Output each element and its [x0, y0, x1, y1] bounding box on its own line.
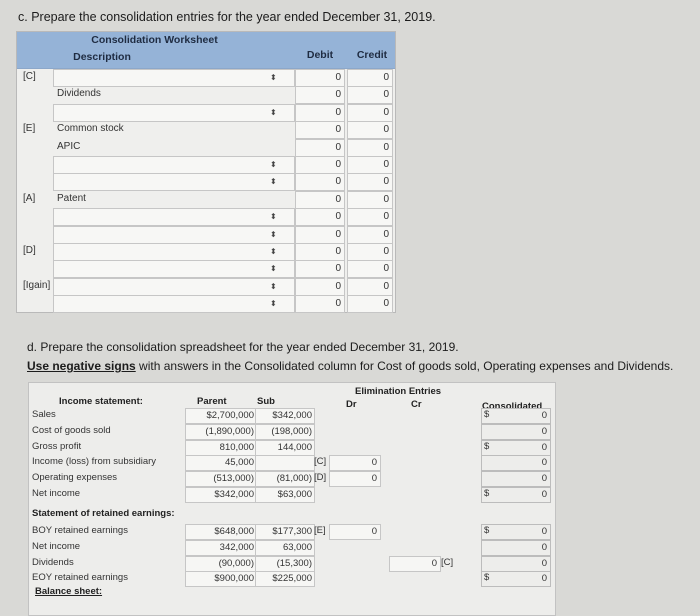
- dr-input[interactable]: [329, 455, 381, 471]
- consolidated-value: 0: [541, 573, 547, 585]
- worksheet-row: [17, 104, 395, 121]
- account-description: Common stock: [57, 123, 124, 135]
- credit-header: Credit: [356, 49, 388, 61]
- worksheet-header: [17, 32, 395, 69]
- credit-value: 0: [383, 159, 389, 170]
- account-select[interactable]: [53, 243, 295, 261]
- elimination-entries-header: Elimination Entries: [355, 386, 442, 397]
- consolidation-worksheet: [16, 31, 396, 313]
- dr-value: 0: [371, 526, 377, 537]
- part-d-instruction: [27, 359, 673, 373]
- dr-input[interactable]: [329, 471, 381, 487]
- dr-entry-tag: [C]: [314, 456, 327, 468]
- parent-value: (1,890,000): [205, 425, 254, 437]
- retained-earnings-header: Statement of retained earnings:: [32, 508, 175, 519]
- consolidated-value: 0: [541, 541, 547, 553]
- debit-input[interactable]: [295, 243, 345, 261]
- part-c-question: c. Prepare the consolidation entries for the year ended December 31, 2019.: [18, 10, 436, 24]
- credit-input[interactable]: [347, 121, 393, 139]
- debit-value: 0: [335, 176, 341, 188]
- worksheet-row: [17, 260, 395, 277]
- worksheet-row: [17, 139, 395, 156]
- sub-value-cell: [255, 440, 315, 456]
- debit-value: 0: [335, 280, 341, 292]
- worksheet-row: [17, 86, 395, 103]
- debit-input[interactable]: [295, 208, 345, 226]
- parent-value: 810,000: [219, 441, 254, 453]
- sub-value: $177,300: [272, 526, 312, 537]
- parent-value-cell: [185, 487, 257, 503]
- debit-input[interactable]: [295, 295, 345, 313]
- account-description: Dividends: [57, 88, 101, 100]
- consolidated-input[interactable]: [481, 524, 551, 540]
- credit-value: 0: [383, 246, 389, 257]
- credit-input[interactable]: [347, 226, 393, 244]
- debit-value: 0: [335, 124, 341, 136]
- income-row-label: Sales: [32, 409, 56, 420]
- consolidated-input[interactable]: [481, 455, 551, 471]
- debit-input[interactable]: [295, 139, 345, 157]
- select-arrow-icon: ⬍: [270, 73, 277, 82]
- consolidated-value: 0: [541, 557, 547, 569]
- account-select[interactable]: [53, 278, 295, 296]
- debit-value: 0: [335, 263, 341, 275]
- sub-value-cell: [255, 524, 315, 540]
- worksheet-row: [17, 278, 395, 295]
- consolidated-input[interactable]: [481, 487, 551, 503]
- instruction-text: with answers in the Consolidated column for Cost of goods sold, Operating expenses and Dividends.: [135, 359, 674, 373]
- entry-tag: [E]: [23, 123, 36, 135]
- entry-tag: [D]: [23, 245, 36, 256]
- sub-value: 63,000: [282, 541, 312, 553]
- parent-value-cell: [185, 455, 257, 471]
- account-select[interactable]: [53, 173, 295, 191]
- parent-value: 342,000: [219, 541, 254, 553]
- credit-value: 0: [383, 280, 389, 292]
- credit-input[interactable]: [347, 295, 393, 313]
- consolidated-value: 0: [541, 473, 547, 485]
- account-select[interactable]: [53, 208, 295, 226]
- parent-value-cell: [185, 424, 257, 440]
- debit-input[interactable]: [295, 104, 345, 122]
- dollar-sign: $: [484, 572, 490, 584]
- sub-value-cell: [255, 571, 315, 587]
- account-select[interactable]: [53, 226, 295, 244]
- worksheet-row: [17, 226, 395, 243]
- income-row-label: Income (loss) from subsidiary: [32, 456, 157, 468]
- credit-input[interactable]: [347, 243, 393, 261]
- debit-input[interactable]: [295, 69, 345, 87]
- parent-value: $342,000: [214, 489, 254, 500]
- credit-value: 0: [383, 72, 389, 83]
- dr-entry-tag: [E]: [314, 525, 326, 536]
- debit-header: Debit: [306, 49, 334, 61]
- instruction-emphasis: Use negative signs: [27, 359, 136, 373]
- consolidated-value: 0: [541, 457, 547, 469]
- consolidated-input[interactable]: [481, 424, 551, 440]
- select-arrow-icon: ⬍: [270, 177, 277, 187]
- sub-value: $342,000: [272, 410, 312, 421]
- retained-row-label: EOY retained earnings: [32, 572, 128, 584]
- cr-input[interactable]: [389, 556, 441, 572]
- account-select[interactable]: [53, 260, 295, 278]
- debit-input[interactable]: [295, 156, 345, 174]
- income-statement-header: Income statement:: [59, 396, 143, 407]
- select-arrow-icon: ⬍: [270, 212, 277, 222]
- consolidated-header: Consolidated: [482, 401, 543, 412]
- retained-row-label: BOY retained earnings: [32, 525, 128, 536]
- debit-input[interactable]: [295, 121, 345, 139]
- debit-input[interactable]: [295, 226, 345, 244]
- consolidated-value: 0: [541, 410, 547, 421]
- debit-value: 0: [335, 193, 341, 205]
- sub-value: 144,000: [277, 441, 312, 453]
- debit-value: 0: [335, 211, 341, 223]
- credit-input[interactable]: [347, 104, 393, 122]
- parent-value: (90,000): [218, 557, 254, 569]
- sub-value-cell: [255, 540, 315, 556]
- entry-tag: [A]: [23, 192, 36, 204]
- credit-input[interactable]: [347, 191, 393, 209]
- parent-header: Parent: [197, 396, 227, 407]
- consolidated-input[interactable]: [481, 571, 551, 587]
- sub-value-cell: [255, 424, 315, 440]
- worksheet-row: [17, 173, 395, 190]
- parent-value: 45,000: [224, 457, 254, 469]
- worksheet-row: [17, 243, 395, 260]
- credit-value: 0: [383, 228, 389, 240]
- credit-value: 0: [383, 193, 389, 205]
- debit-value: 0: [335, 89, 341, 101]
- parent-value-cell: [185, 408, 257, 424]
- parent-value-cell: [185, 524, 257, 540]
- sub-value: (198,000): [271, 425, 312, 437]
- worksheet-title: Consolidation Worksheet: [91, 34, 218, 46]
- worksheet-row: [17, 208, 395, 225]
- parent-value-cell: [185, 471, 257, 487]
- consolidated-value: 0: [541, 526, 547, 537]
- account-description: APIC: [57, 140, 81, 152]
- select-arrow-icon: ⬍: [270, 229, 277, 239]
- worksheet-row: [17, 69, 395, 86]
- dollar-sign: $: [484, 525, 490, 536]
- credit-value: 0: [383, 298, 389, 310]
- debit-input[interactable]: [295, 173, 345, 191]
- account-description: Patent: [57, 192, 86, 204]
- income-row-label: Gross profit: [32, 440, 82, 452]
- select-arrow-icon: ⬍: [270, 107, 277, 117]
- credit-input[interactable]: [347, 208, 393, 226]
- credit-input[interactable]: [347, 156, 393, 174]
- credit-value: 0: [383, 141, 389, 153]
- consolidated-input[interactable]: [481, 440, 551, 456]
- retained-row-label: Net income: [32, 540, 81, 552]
- parent-value-cell: [185, 540, 257, 556]
- worksheet-row: [17, 156, 395, 173]
- credit-value: 0: [383, 176, 389, 188]
- select-arrow-icon: ⬍: [270, 299, 277, 309]
- sub-value: (81,000): [276, 473, 312, 485]
- retained-row-label: Dividends: [32, 556, 74, 568]
- dollar-sign: $: [484, 440, 490, 452]
- dollar-sign: $: [484, 409, 490, 420]
- debit-value: 0: [335, 228, 341, 240]
- dr-entry-tag: [D]: [314, 472, 327, 484]
- debit-value: 0: [335, 141, 341, 153]
- sub-header: Sub: [257, 396, 275, 407]
- worksheet-row: [17, 191, 395, 208]
- dollar-sign: $: [484, 488, 490, 499]
- debit-value: 0: [335, 106, 341, 118]
- consolidated-value: 0: [541, 441, 547, 453]
- part-d-question: d. Prepare the consolidation spreadsheet for the year ended December 31, 2019.: [27, 340, 459, 354]
- cr-entry-tag: [C]: [441, 556, 454, 568]
- select-arrow-icon: ⬍: [270, 160, 277, 169]
- consolidated-input[interactable]: [481, 556, 551, 572]
- dr-value: 0: [371, 473, 377, 485]
- debit-value: 0: [335, 72, 341, 83]
- credit-input[interactable]: [347, 173, 393, 191]
- account-select[interactable]: [53, 156, 295, 174]
- consolidated-input[interactable]: [481, 471, 551, 487]
- sub-value-cell: [255, 455, 315, 471]
- income-row-label: Cost of goods sold: [32, 424, 111, 436]
- credit-value: 0: [383, 263, 389, 275]
- parent-value: $900,000: [214, 573, 254, 585]
- parent-value: $648,000: [214, 526, 254, 537]
- parent-value-cell: [185, 440, 257, 456]
- credit-input[interactable]: [347, 86, 393, 104]
- balance-sheet-header: Balance sheet:: [35, 586, 103, 597]
- credit-value: 0: [383, 106, 389, 118]
- account-select[interactable]: [53, 295, 295, 313]
- credit-input[interactable]: [347, 69, 393, 87]
- sub-value-cell: [255, 556, 315, 572]
- select-arrow-icon: ⬍: [270, 247, 277, 256]
- dr-value: 0: [371, 457, 377, 469]
- credit-input[interactable]: [347, 139, 393, 157]
- debit-input[interactable]: [295, 260, 345, 278]
- worksheet-row: [17, 121, 395, 138]
- credit-input[interactable]: [347, 260, 393, 278]
- dr-header: Dr: [346, 399, 357, 410]
- debit-input[interactable]: [295, 278, 345, 296]
- select-arrow-icon: ⬍: [270, 281, 277, 291]
- consolidated-input[interactable]: [481, 408, 551, 424]
- debit-value: 0: [335, 298, 341, 310]
- consolidated-value: 0: [541, 425, 547, 437]
- consolidated-value: 0: [541, 489, 547, 500]
- sub-value: $63,000: [277, 489, 312, 500]
- credit-value: 0: [383, 89, 389, 101]
- income-row-label: Net income: [32, 488, 81, 499]
- sub-value-cell: [255, 408, 315, 424]
- cr-value: 0: [431, 557, 437, 569]
- sub-value: (15,300): [276, 557, 312, 569]
- debit-input[interactable]: [295, 86, 345, 104]
- account-select[interactable]: [53, 104, 295, 122]
- entry-tag: [Igain]: [23, 279, 51, 291]
- debit-value: 0: [335, 246, 341, 257]
- debit-value: 0: [335, 159, 341, 170]
- parent-value-cell: [185, 571, 257, 587]
- credit-value: 0: [383, 211, 389, 223]
- select-arrow-icon: ⬍: [270, 264, 277, 274]
- sub-value-cell: [255, 471, 315, 487]
- entry-tag: [C]: [23, 71, 36, 82]
- consolidated-input[interactable]: [481, 540, 551, 556]
- cr-header: Cr: [411, 399, 422, 410]
- parent-value: (513,000): [213, 473, 254, 485]
- debit-input[interactable]: [295, 191, 345, 209]
- consolidation-spreadsheet: [28, 382, 556, 616]
- credit-value: 0: [383, 124, 389, 136]
- parent-value: $2,700,000: [206, 410, 254, 421]
- parent-value-cell: [185, 556, 257, 572]
- description-header: Description: [73, 51, 131, 63]
- worksheet-row: [17, 295, 395, 312]
- credit-input[interactable]: [347, 278, 393, 296]
- sub-value-cell: [255, 487, 315, 503]
- account-select[interactable]: [53, 69, 295, 87]
- dr-input[interactable]: [329, 524, 381, 540]
- sub-value: $225,000: [272, 573, 312, 585]
- income-row-label: Operating expenses: [32, 472, 118, 484]
